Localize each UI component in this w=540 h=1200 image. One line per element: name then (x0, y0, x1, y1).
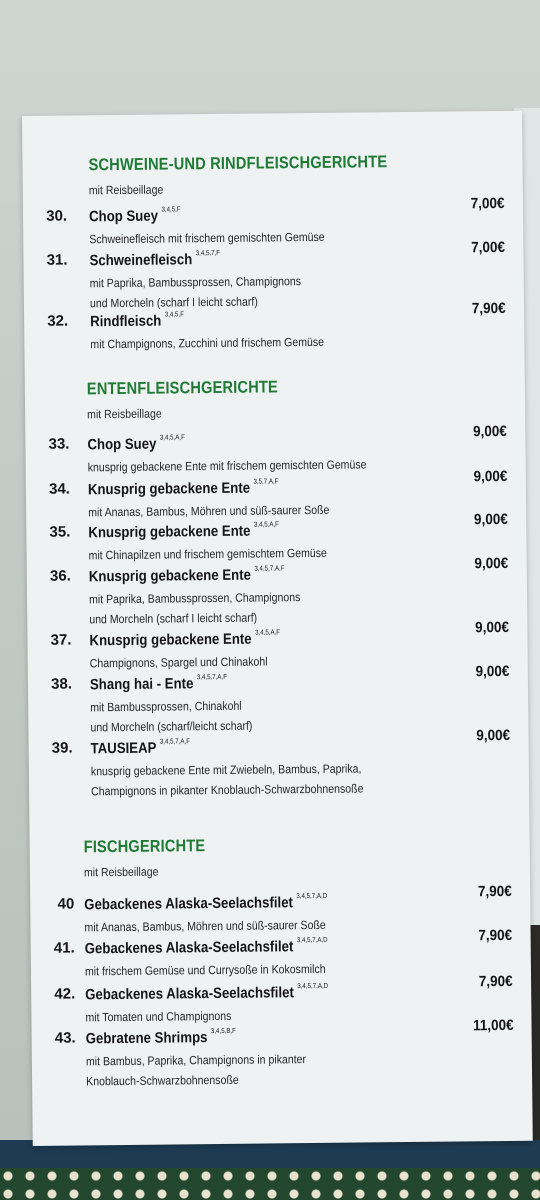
menu-item (31, 972, 531, 1025)
description-line: knusprig gebackene Ente mit Zwiebeln, Bambus, Paprika, (90, 761, 362, 779)
description-line: Champignons in pikanter Knoblauch-Schwarzbohnensoße (91, 781, 364, 799)
item-description (89, 587, 301, 629)
item-name (89, 629, 280, 649)
item-number: 37. (50, 631, 72, 649)
item-price: 9,00€ (473, 422, 508, 441)
item-number: 39. (51, 739, 73, 757)
menu-item (23, 194, 523, 247)
item-description (85, 959, 326, 982)
description-line: und Morcheln (scharf I leicht scharf) (89, 610, 258, 627)
allergen-codes: 3,4,5,7,A,D (296, 936, 328, 945)
tablecloth-pattern (0, 1168, 540, 1200)
item-number: 30. (46, 207, 68, 225)
section-title: ENTENFLEISCHGERICHTE (86, 377, 279, 399)
section-subtitle: mit Reisbeillage (83, 864, 159, 880)
allergen-codes: 3,4,5,F (164, 311, 184, 319)
item-price: 9,00€ (473, 467, 508, 486)
item-name-text: Knusprig gebackene Ente (88, 566, 252, 586)
section-title: SCHWEINE-UND RINDFLEISCHGERICHTE (88, 152, 388, 175)
item-price: 9,00€ (475, 618, 510, 637)
description-line: mit Tomaten und Champignons (85, 1008, 232, 1025)
allergen-codes: 3,4,5,A,F (255, 629, 281, 637)
description-line: mit Paprika, Bambussprossen, Champignons (88, 590, 301, 607)
item-name-text: Knusprig gebackene Ente (89, 630, 252, 650)
allergen-codes: 3,4,5,7,F (195, 249, 221, 258)
item-description (90, 651, 268, 673)
item-description (89, 227, 325, 249)
item-name-text: Knusprig gebackene Ente (87, 479, 251, 499)
item-price: 7,00€ (471, 238, 506, 257)
item-price: 11,00€ (472, 1016, 514, 1035)
menu-item (25, 422, 525, 475)
item-name (89, 206, 181, 225)
item-price: 9,00€ (474, 554, 509, 573)
item-description (88, 543, 326, 565)
item-name-text: Shang hai - Ente (89, 675, 194, 694)
item-name-text: Gebratene Shrimps (85, 1029, 208, 1048)
item-name-text: Rindfleisch (90, 312, 162, 331)
allergen-codes: 3,4,5,7,A,F (254, 565, 285, 573)
item-description (90, 271, 302, 313)
item-name (89, 250, 220, 269)
description-line: mit Paprika, Bambussprossen, Champignons (89, 274, 302, 291)
allergen-codes: 3,4,5,7,A,D (297, 982, 329, 991)
section-title: FISCHGERICHTE (83, 836, 206, 857)
item-name-text: Chop Suey (87, 435, 157, 454)
item-number: 42. (54, 985, 76, 1003)
item-name (86, 1028, 236, 1048)
item-price: 9,00€ (476, 726, 511, 745)
description-line: mit Champignons, Zucchini und frischem Gemüse (90, 334, 325, 352)
description-line: mit Bambussprossen, Chinakohl (90, 698, 242, 715)
description-line: Champignons, Spargel und Chinakohl (89, 654, 268, 671)
allergen-codes: 3,4,5,F (161, 206, 181, 214)
item-name (87, 434, 185, 453)
item-name (90, 674, 227, 693)
menu-section (87, 374, 540, 421)
item-name (89, 565, 285, 585)
allergen-codes: 3,4,5,B,F (210, 1027, 236, 1036)
allergen-codes: 3,4,5,7,A,F (159, 738, 191, 746)
section-subtitle: mit Reisbeillage (88, 182, 164, 198)
item-name (88, 478, 279, 498)
description-line: mit Ananas, Bambus, Möhren und süß-saurer Soße (88, 502, 330, 520)
item-name-text: Gebackenes Alaska-Seelachsfilet (84, 894, 293, 914)
item-name-text: Knusprig gebackene Ente (88, 522, 251, 542)
menu-page (22, 111, 533, 1146)
item-name (90, 311, 184, 330)
description-line: mit frischem Gemüse und Currysoße in Kokosmilch (84, 961, 326, 979)
item-price: 7,90€ (478, 882, 513, 901)
description-line: mit Ananas, Bambus, Möhren und süß-saurer Soße (84, 917, 326, 935)
allergen-codes: 3,5,7,A,F (253, 478, 279, 486)
description-line: knusprig gebackene Ente mit frischem gemischten Gemüse (87, 457, 367, 475)
item-price: 7,90€ (478, 926, 513, 945)
item-number: 41. (53, 939, 75, 957)
section-subtitle: mit Reisbeillage (87, 406, 162, 422)
item-description (88, 454, 367, 477)
item-description (91, 758, 364, 801)
menu-section (84, 832, 540, 879)
item-number: 33. (48, 435, 70, 453)
item-number: 32. (47, 312, 69, 330)
tablecloth (0, 1140, 540, 1200)
item-price: 7,00€ (471, 194, 506, 213)
item-number: 34. (48, 480, 70, 498)
item-name (85, 937, 328, 958)
item-description (85, 1006, 231, 1028)
item-name-text: Chop Suey (88, 207, 159, 226)
item-description (86, 1049, 307, 1091)
description-line: mit Bambus, Paprika, Champignons in pikanter (85, 1052, 307, 1069)
allergen-codes: 3,4,5,7,A,F (196, 673, 228, 682)
item-number: 36. (49, 567, 71, 585)
item-description (90, 696, 252, 738)
item-price: 7,90€ (472, 299, 507, 318)
description-line: mit Chinapilzen und frischem gemischtem Gemüse (88, 545, 327, 563)
item-price: 9,00€ (474, 510, 509, 529)
item-name-text: Schweinefleisch (89, 251, 193, 270)
allergen-codes: 3,4,5,7,A,D (296, 892, 328, 901)
item-description (88, 500, 329, 523)
item-number: 38. (51, 675, 73, 693)
allergen-codes: 3,4,5,A,F (159, 434, 185, 442)
description-line: Schweinefleisch mit frischem gemischten Gemüse (89, 229, 325, 247)
menu-section (88, 150, 540, 197)
item-description (84, 915, 325, 938)
description-line: und Morcheln (scharf I leicht scharf) (89, 294, 258, 311)
item-price: 9,00€ (475, 662, 510, 681)
item-name-text: Gebackenes Alaska-Seelachsfilet (85, 984, 294, 1004)
item-price: 7,90€ (479, 972, 514, 991)
menu-item (30, 882, 530, 935)
item-number: 31. (46, 251, 68, 269)
item-name (91, 738, 191, 757)
description-line: und Morcheln (scharf/leicht scharf) (90, 718, 253, 735)
item-number: 35. (49, 523, 71, 541)
allergen-codes: 3,4,5,A,F (253, 521, 279, 529)
item-name (88, 521, 279, 541)
item-description (90, 332, 324, 354)
item-name-text: TAUSIEAP (90, 739, 157, 758)
item-number: 40 (57, 895, 75, 913)
item-name-text: Gebackenes Alaska-Seelachsfilet (84, 938, 294, 958)
description-line: Knoblauch-Schwarzbohnensoße (86, 1072, 239, 1089)
item-name (85, 983, 328, 1004)
item-name (84, 893, 327, 914)
item-number: 43. (54, 1029, 76, 1047)
